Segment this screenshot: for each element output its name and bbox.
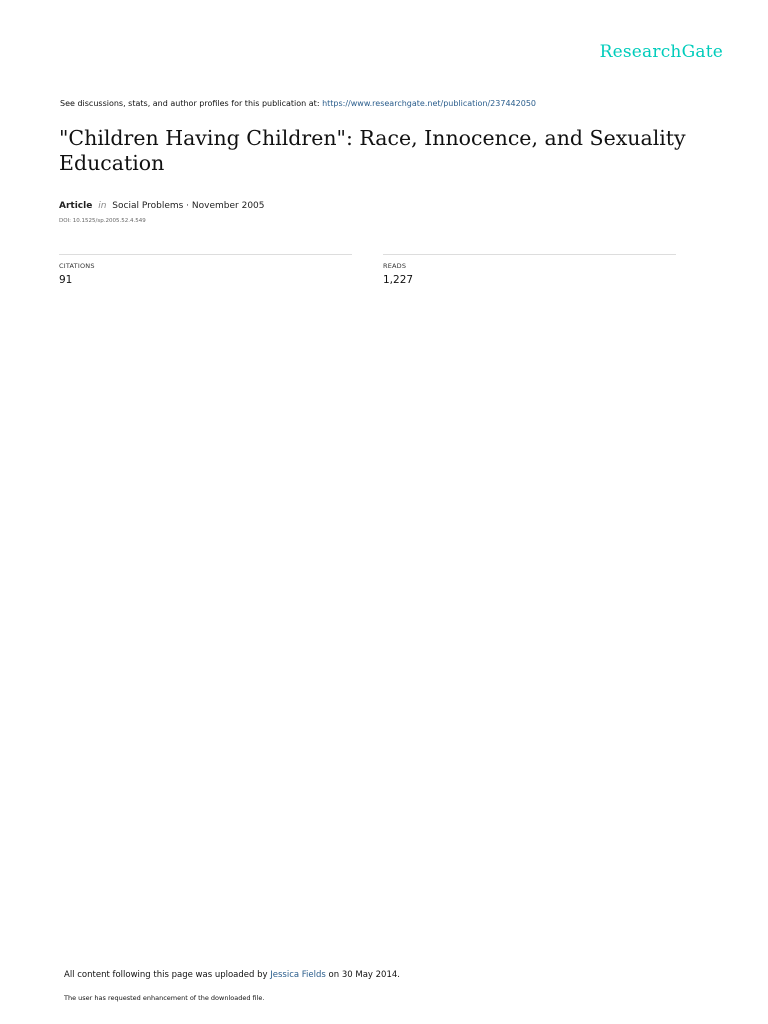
- doi-text: DOI: 10.1525/sp.2005.52.4.549: [59, 218, 146, 224]
- researchgate-logo[interactable]: ResearchGate: [599, 42, 723, 62]
- uploaded-suffix: on 30 May 2014.: [328, 970, 400, 980]
- in-word: in: [98, 201, 107, 211]
- publication-url-link[interactable]: https://www.researchgate.net/publication/237442050: [322, 99, 536, 108]
- publication-meta: [59, 201, 265, 211]
- intro-text: See discussions, stats, and author profiles for this publication at:: [60, 99, 320, 108]
- reads-label: READS: [383, 262, 407, 270]
- upload-note: [64, 970, 400, 980]
- reads-value: 1,227: [383, 274, 414, 286]
- uploader-link[interactable]: Jessica Fields: [270, 970, 326, 980]
- publication-title: "Children Having Children": Race, Innocence, and Sexuality Education: [59, 126, 686, 175]
- profile-link-line: [60, 99, 536, 108]
- citations-value: 91: [59, 274, 73, 286]
- citations-stat: [59, 254, 352, 286]
- enhancement-note: The user has requested enhancement of the downloaded file.: [64, 994, 265, 1002]
- citations-label: CITATIONS: [59, 262, 95, 270]
- publication-type: Article: [59, 201, 93, 211]
- reads-stat: [383, 254, 676, 286]
- journal-and-date: Social Problems · November 2005: [112, 201, 265, 211]
- uploaded-prefix: All content following this page was uploaded by: [64, 970, 268, 980]
